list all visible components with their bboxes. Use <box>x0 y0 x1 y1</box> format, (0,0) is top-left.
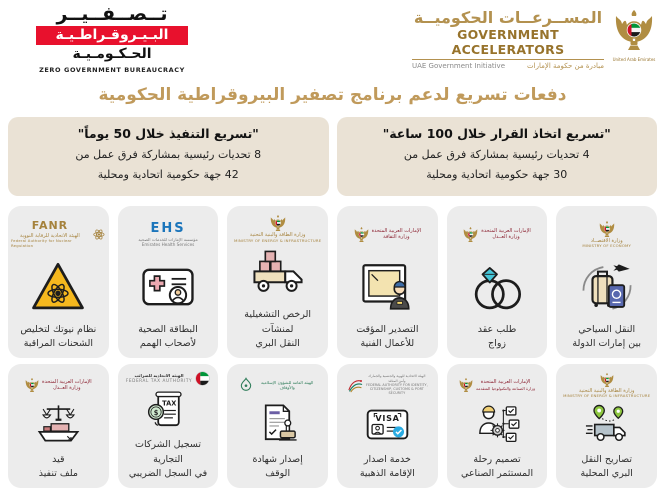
government-accelerators-logo <box>412 8 657 70</box>
service-card-artwork-export <box>337 206 438 358</box>
box-title: "تسريع التنفيذ خلال 50 يوماً" <box>77 126 259 141</box>
zero-bureaucracy-line1: تــصــفــيــر <box>56 3 168 25</box>
emblem-caption: United Arab Emirates <box>612 57 656 62</box>
svg-text:TAX: TAX <box>161 399 176 408</box>
zero-bureaucracy-logo <box>36 4 188 74</box>
zero-bureaucracy-line3: الحـكـومـيـة <box>72 45 152 62</box>
health-card-icon <box>139 258 197 320</box>
box-line2: 42 جهة حكومية اتحادية ومحلية <box>97 168 239 181</box>
uae-falcon-emblem-icon <box>599 220 615 238</box>
service-label: النقل السياحي بين إمارات الدولة <box>572 323 642 350</box>
tax-register-icon <box>145 387 192 438</box>
service-label: تصاريح النقل البري المحلية <box>580 453 633 480</box>
box-title: "تسريع اتخاذ القرار خلال 100 ساعة" <box>382 126 611 141</box>
accelerators-title-ar: المســرعــات الحكوميــة <box>413 8 603 27</box>
economy-ministry-logo: وزارة الاقتصــاد MINISTRY OF ECONOMY <box>582 212 631 256</box>
service-card-industrial-investor-journey <box>447 364 548 488</box>
service-card-execution-file <box>8 364 109 488</box>
industrial-investor-icon <box>474 401 521 452</box>
service-label: قيد ملف تنفيذ <box>38 453 78 480</box>
cards-row-1 <box>8 206 657 358</box>
moei-logo: وزارة الطاقة والبنية التحتية MINISTRY OF ENERGY & INFRASTRUCTURE <box>234 212 321 246</box>
industry-ministry-logo: الإمارات العربية المتحدة وزارة الصناعة والتكنولوجيا المتقدمة <box>459 370 535 400</box>
service-label: إصدار شهادة الوقف <box>252 453 303 480</box>
uae-falcon-emblem-icon <box>354 226 369 243</box>
box-line1: 4 تحديات رئيسية بمشاركة فرق عمل من <box>403 148 590 161</box>
service-label: تصميم رحلة المستثمر الصناعي <box>460 453 534 480</box>
justice-ministry-logo: الإمارات العربية المتحدة وزارة العــدل <box>25 370 92 400</box>
service-label: نظام نيوتك لتخليص الشحنات المراقبة <box>20 323 97 350</box>
fanr-wordmark: FANR <box>31 219 69 233</box>
service-card-nuctec <box>8 206 109 358</box>
nuclear-warning-icon <box>29 258 87 320</box>
icp-authority-logo: الهيئة الاتحادية للهوية والجنسية والجمارك وأمن المنافذ FEDERAL AUTHORITY FOR IDENTITY, CITIZENSHIP, CUSTOMS & PORT SECURITY <box>347 370 428 400</box>
ship-scales-icon <box>35 401 82 452</box>
svg-text:VISA: VISA <box>375 413 400 423</box>
service-label: تسجيل الشركات التجارية في السجل الضريبي <box>128 438 208 480</box>
execution-50-days-box <box>8 117 329 196</box>
accelerators-subtitle-en: UAE Government Initiative <box>412 62 506 71</box>
uae-falcon-emblem-icon <box>463 226 478 243</box>
service-card-tourist-transport <box>556 206 657 358</box>
uae-falcon-emblem-icon <box>614 8 654 52</box>
zero-bureaucracy-line2: البـيـروقـراطـيـة <box>36 26 188 45</box>
ehs-logo: EHS مؤسسة الإمارات للخدمات الصحية Emirates Health Services <box>138 220 198 248</box>
federal-tax-authority-logo: الهيئة الاتحادية للضرائب FEDERAL TAX AUTHORITY <box>126 370 210 387</box>
cards-row-2 <box>8 364 657 488</box>
service-label: التصدير المؤقت للأعمال الفنية <box>356 323 419 350</box>
service-label: خدمة اصدار الإقامة الذهبية <box>359 453 415 480</box>
service-label: الرخص التشغيلية لمنشآت النقل البري <box>244 308 312 350</box>
awqaf-authority-logo: الهيئة العامة للشؤون الإسلامية والأوقاف <box>238 370 317 400</box>
uae-falcon-emblem-icon <box>270 214 286 232</box>
uae-falcon-emblem-icon <box>459 377 473 393</box>
accelerators-subtitle-ar: مبادرة من حكومة الإمارات <box>527 62 604 71</box>
box-line2: 30 جهة حكومية اتحادية ومحلية <box>426 168 568 181</box>
page-title: دفعات تسريع لدعم برنامج تصفير البيروقراطية الحكومية <box>98 85 567 105</box>
fanr-logo: FANR الهيئة الاتحادية للرقابة النووية Federal Authority for Nuclear Regulation <box>11 212 106 256</box>
service-card-waqf-certificate <box>227 364 328 488</box>
service-label: طلب عقد زواج <box>477 323 517 350</box>
service-label: البطاقة الصحية لأصحاب الهمم <box>138 323 198 350</box>
awqaf-mark-icon <box>238 377 254 393</box>
summary-boxes <box>8 117 657 196</box>
waqf-certificate-icon <box>254 401 301 452</box>
service-card-tax-register <box>118 364 219 488</box>
justice-ministry-logo: الإمارات العربية المتحدة وزارة العــدل <box>463 212 531 256</box>
svg-text:$: $ <box>153 408 158 417</box>
local-transport-truck-icon <box>583 401 630 452</box>
service-card-health-card <box>118 206 219 358</box>
golden-visa-icon <box>364 401 411 452</box>
culture-ministry-logo: الإمارات العربية المتحدة وزارة الثقافة <box>354 212 422 256</box>
uae-falcon-emblem-icon <box>25 377 39 393</box>
cargo-truck-icon <box>249 246 307 308</box>
ehs-wordmark: EHS <box>150 220 186 236</box>
accelerators-title-en: GOVERNMENT ACCELERATORS <box>412 27 604 60</box>
decision-100-hours-box <box>337 117 658 196</box>
tourism-travel-icon <box>578 258 636 320</box>
service-card-golden-residency <box>337 364 438 488</box>
box-line1: 8 تحديات رئيسية بمشاركة فرق عمل من <box>75 148 262 161</box>
icp-falcon-mark-icon <box>347 377 363 393</box>
service-card-local-transport-permits <box>556 364 657 488</box>
zero-bureaucracy-tagline: ZERO GOVERNMENT BUREAUCRACY <box>39 65 185 74</box>
service-card-transport-licenses <box>227 206 328 358</box>
uae-falcon-emblem-icon <box>600 372 614 388</box>
wedding-rings-icon <box>468 258 526 320</box>
moei-logo: وزارة الطاقة والبنية التحتية MINISTRY OF ENERGY & INFRASTRUCTURE <box>563 370 650 400</box>
service-card-marriage-contract <box>447 206 548 358</box>
uae-flag-roundel-icon <box>195 371 210 386</box>
artwork-frame-icon <box>358 258 416 320</box>
atom-icon <box>92 227 106 242</box>
